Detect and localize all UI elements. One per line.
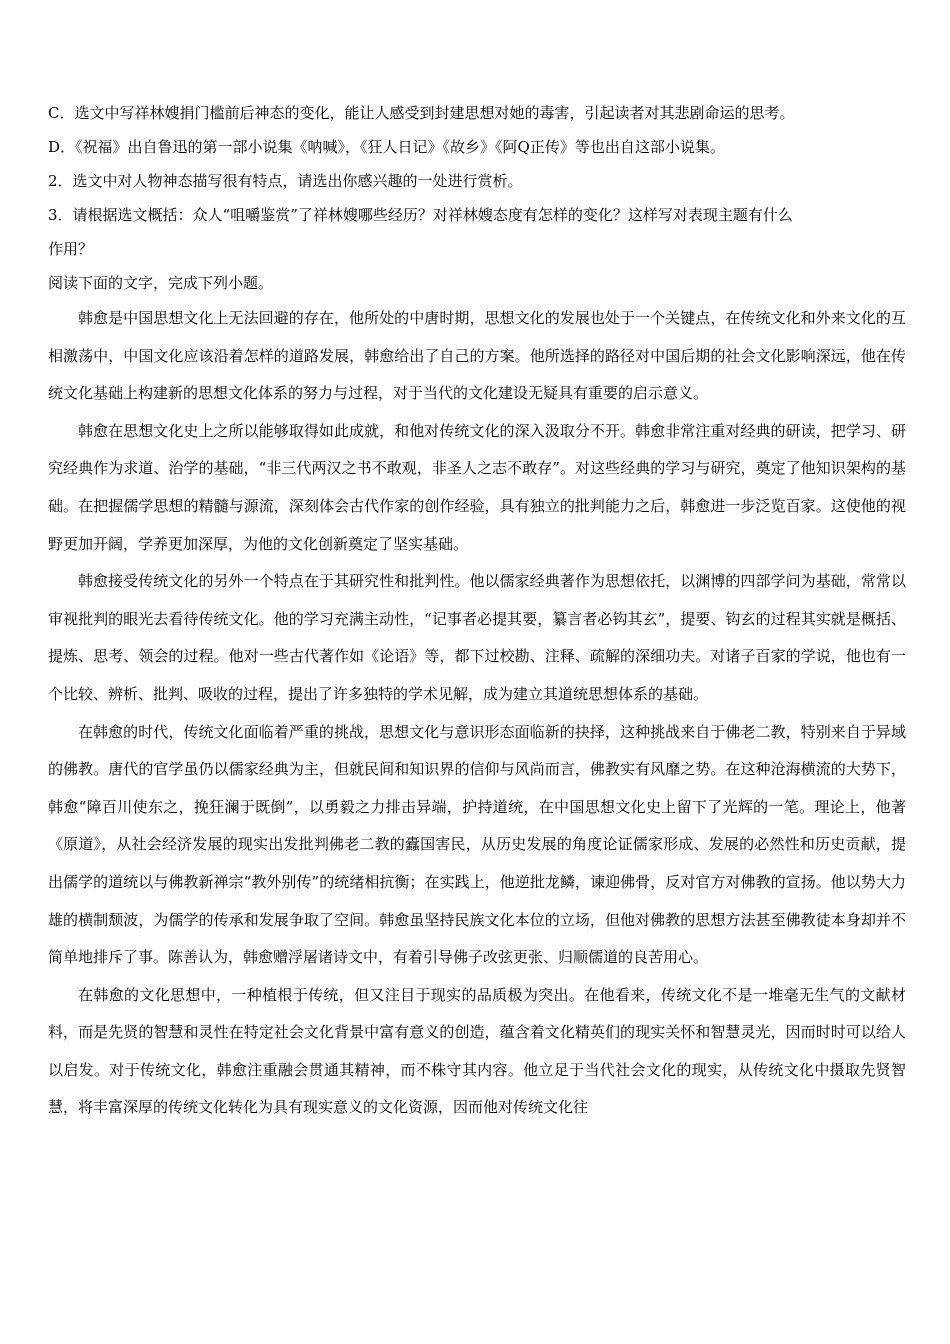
article-paragraph: 在韩愈的时代，传统文化面临着严重的挑战，思想文化与意识形态面临新的抉择，这种挑战来自于佛老二教，特别来自于异域的佛教。唐代的官学虽仍以儒家经典为主，但就民间和知识界的信仰与风尚而言，佛教实有风靡之势。在这种沧海横流的大势下，韩愈“障百川使东之，挽狂澜于既倒”，以勇毅之力排击异端，护持道统，在中国思想文化史上留下了光辉的一笔。理论上，他著《原道》，从社会经济发展的现实出发批判佛老二教的蠹国害民，从历史发展的角度论证儒家形成、发展的必然性和历史贡献，提出儒学的道统以与佛教新禅宗“教外别传”的统绪相抗衡；在实践上，他逆批龙鳞，谏迎佛骨，反对官方对佛教的宣扬。他以势大力雄的横制颓波，为儒学的传承和发展争取了空间。韩愈虽坚持民族文化本位的立场，但他对佛教的思想方法甚至佛教徒本身却并不简单地排斥了事。陈善认为，韩愈赠浮屠诸诗文中，有着引导佛子改弦更张、归顺儒道的良苦用心。 — [48, 722, 906, 967]
question-2: 2．选文中对人物神态描写很有特点，请选出你感兴趣的一处进行赏析。 — [48, 172, 523, 190]
question-3: 3．请根据选文概括：众人“咀嚼鉴赏”了祥林嫂哪些经历？对祥林嫂态度有怎样的变化？这样写对表现主题有什么 — [48, 206, 793, 224]
article-paragraph: 韩愈在思想文化史上之所以能够取得如此成就，和他对传统文化的深入汲取分不开。韩愈非常注重对经典的研读，把学习、研究经典作为求道、治学的基础，“非三代两汉之书不敢观，非圣人之志不敢存”。对这些经典的学习与研究，奠定了他知识架构的基础。在把握儒学思想的精髓与源流，深刻体会古代作家的创作经验，具有独立的批判能力之后，韩愈进一步泛览百家。这使他的视野更加开阔，学养更加深厚，为他的文化创新奠定了坚实基础。 — [48, 421, 906, 553]
document-page — [48, 96, 906, 1127]
reading-instruction: 阅读下面的文字，完成下列小题。 — [48, 274, 274, 292]
article-body — [48, 300, 906, 1127]
article-paragraph: 韩愈是中国思想文化上无法回避的存在，他所处的中唐时期，思想文化的发展也处于一个关键点，在传统文化和外来文化的互相激荡中，中国文化应该沿着怎样的道路发展，韩愈给出了自己的方案。他所选择的路径对中国后期的社会文化影响深远，他在传统文化基础上构建新的思想文化体系的努力与过程，对于当代的文化建设无疑具有重要的启示意义。 — [48, 309, 906, 403]
question-3-continuation: 作用？ — [48, 240, 94, 258]
article-paragraph: 在韩愈的文化思想中，一种植根于传统，但又注目于现实的品质极为突出。在他看来，传统文化不是一堆毫无生气的文献材料，而是先贤的智慧和灵性在特定社会文化背景中富有意义的创造，蕴含着文化精英们的现实关怀和智慧灵光，因而时时可以给人以启发。对于传统文化，韩愈注重融会贯通其精神，而不株守其内容。他立足于当代社会文化的现实，从传统文化中摄取先贤智慧，将丰富深厚的传统文化转化为具有现实意义的文化资源，因而他对传统文化往 — [48, 985, 906, 1117]
article-paragraph: 韩愈接受传统文化的另外一个特点在于其研究性和批判性。他以儒家经典著作为思想依托，以渊博的四部学问为基础，常常以审视批判的眼光去看待传统文化。他的学习充满主动性，“记事者必提其要，纂言者必钩其玄”，提要、钩玄的过程其实就是概括、提炼、思考、领会的过程。他对一些古代著作如《论语》等，都下过校勘、注释、疏解的深细功夫。对诸子百家的学说，他也有一个比较、辨析、批判、吸收的过程，提出了许多独特的学术见解，成为建立其道统思想体系的基础。 — [48, 572, 906, 703]
option-c: C．选文中写祥林嫂捐门槛前后神态的变化，能让人感受到封建思想对她的毒害，引起读者对其悲剧命运的思考。 — [48, 104, 795, 122]
option-d: D．《祝福》出自鲁迅的第一部小说集《呐喊》，《狂人日记》《故乡》《阿Q正传》等也出自这部小说集。 — [48, 138, 725, 156]
